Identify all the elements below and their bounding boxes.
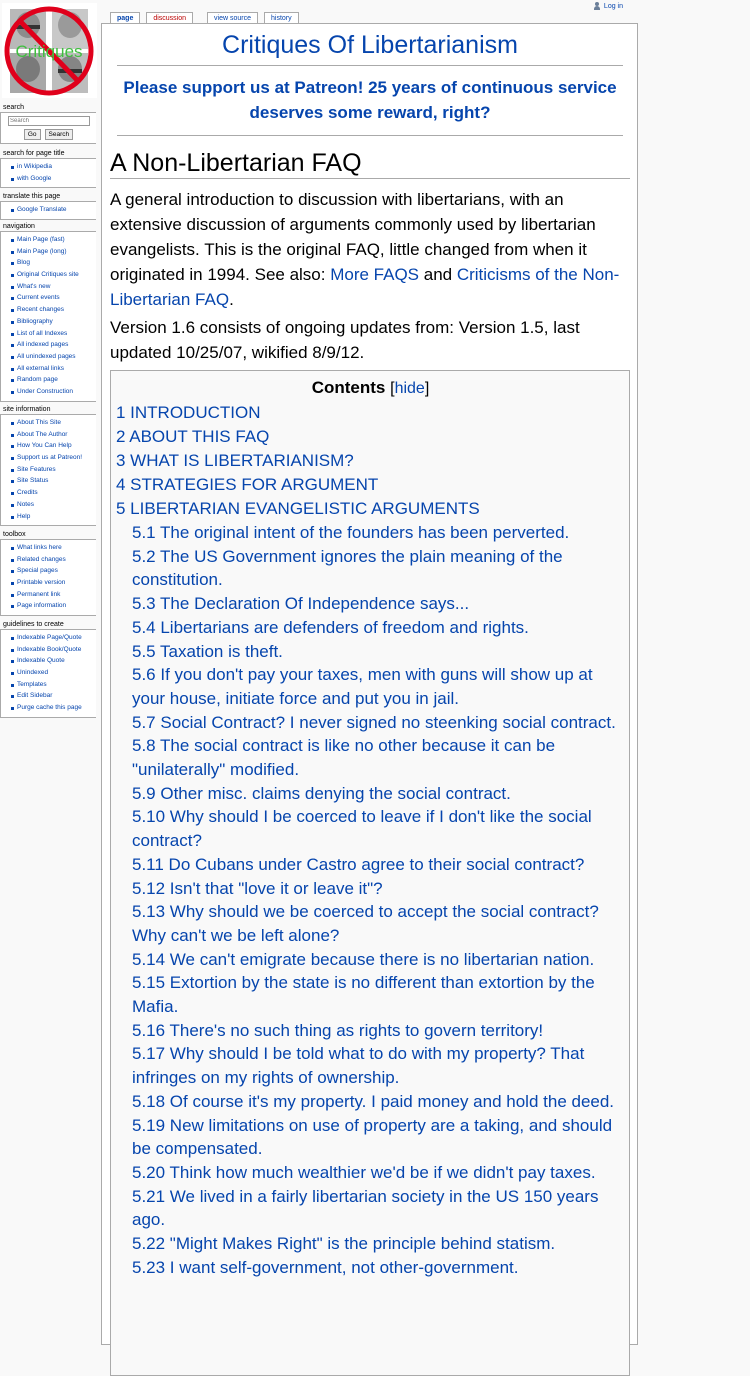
- sidebar-item[interactable]: [8, 339, 96, 351]
- toc-link[interactable]: 5.2 The US Government ignores the plain meaning of the constitution.: [132, 546, 563, 590]
- toc-link[interactable]: 5.4 Libertarians are defenders of freedom and rights.: [132, 617, 529, 637]
- toc-link[interactable]: 5.11 Do Cubans under Castro agree to their social contract?: [132, 854, 585, 874]
- sidebar-link[interactable]: Google Translate: [17, 206, 67, 213]
- toc-link[interactable]: 5.15 Extortion by the state is no different than extortion by the Mafia.: [132, 973, 595, 1017]
- toc-link[interactable]: 5.16 There's no such thing as rights to govern territory!: [132, 1020, 544, 1040]
- toc-bracket-close: ]: [424, 380, 430, 397]
- sidebar-item[interactable]: [8, 417, 96, 429]
- sidebar-item[interactable]: [8, 632, 96, 644]
- toc-title: Contents: [311, 378, 386, 397]
- toc-link[interactable]: 5.8 The social contract is like no other because it can be "unilaterally" modified.: [132, 736, 556, 780]
- sidebar-item[interactable]: [8, 655, 96, 667]
- sidebar-item[interactable]: [8, 679, 96, 691]
- toc-title-row: [116, 375, 625, 401]
- site-banner: [117, 26, 623, 136]
- sidebar-link[interactable]: All external links: [17, 364, 64, 372]
- login-link[interactable]: Log in: [603, 2, 623, 10]
- toc-link[interactable]: 5.3 The Declaration Of Independence says...: [132, 594, 470, 614]
- sidebar-item[interactable]: [8, 292, 96, 304]
- toc-link[interactable]: 5.6 If you don't pay your taxes, men with guns will show up at your house, initiate force and put you in jail.: [132, 665, 593, 708]
- sidebar-link[interactable]: Indexable Book/Quote: [17, 645, 82, 653]
- toc-item[interactable]: [116, 449, 625, 473]
- sidebar-link[interactable]: Templates: [17, 680, 47, 688]
- sidebar-link[interactable]: Site Features: [17, 465, 56, 473]
- portlet-title: navigation: [3, 223, 35, 230]
- toc-item[interactable]: [116, 948, 625, 972]
- more-faqs-link[interactable]: More FAQS: [330, 265, 420, 284]
- sidebar-item[interactable]: [8, 499, 96, 511]
- sidebar-item[interactable]: [8, 565, 96, 577]
- sidebar-item[interactable]: [8, 600, 96, 612]
- toc-bracket-open: [: [390, 380, 395, 397]
- toc-item[interactable]: [116, 1114, 625, 1161]
- search-input[interactable]: [8, 116, 90, 126]
- toc-item[interactable]: [116, 1042, 625, 1089]
- sidebar-item[interactable]: [8, 542, 96, 554]
- sidebar-item[interactable]: [8, 246, 96, 258]
- portlet-site-information: [0, 405, 96, 526]
- toc-link[interactable]: 5.21 We lived in a fairly libertarian society in the US 150 years ago.: [132, 1186, 599, 1230]
- sidebar-item[interactable]: [8, 452, 96, 464]
- go-button[interactable]: Go: [24, 129, 41, 140]
- sidebar-link[interactable]: Unindexed: [17, 669, 49, 677]
- tab-link[interactable]: page: [117, 15, 134, 22]
- toc-link[interactable]: 5.13 Why should we be coerced to accept the social contract? Why can't we be left alone?: [132, 902, 599, 945]
- toc-item[interactable]: [116, 877, 625, 901]
- toc-link[interactable]: 5.23 I want self-government, not other-government.: [132, 1257, 519, 1277]
- toc-item[interactable]: [116, 497, 625, 521]
- toc-item[interactable]: [116, 711, 625, 735]
- sidebar-item[interactable]: [8, 304, 96, 316]
- toc-item[interactable]: [116, 1256, 625, 1280]
- toc-item[interactable]: [116, 1232, 625, 1256]
- sidebar-link[interactable]: Edit Sidebar: [17, 692, 53, 700]
- toc-item[interactable]: [116, 545, 625, 592]
- toc-item[interactable]: [116, 401, 625, 425]
- toc-link[interactable]: 5.1 The original intent of the founders has been perverted.: [132, 523, 570, 542]
- sidebar-item[interactable]: [8, 690, 96, 702]
- sidebar-link[interactable]: Special pages: [17, 567, 58, 575]
- portlet-title: translate this page: [3, 193, 61, 200]
- content-area: [101, 23, 638, 1345]
- sidebar-item[interactable]: [8, 554, 96, 566]
- sidebar-item[interactable]: [8, 204, 96, 216]
- version-paragraph: Version 1.6 consists of ongoing updates from: Version 1.5, last updated 10/25/07, wikified 8/9/12.: [110, 318, 580, 362]
- tab-link[interactable]: discussion: [153, 15, 187, 22]
- table-of-contents: [110, 370, 630, 1376]
- sidebar-link[interactable]: Recent changes: [17, 306, 64, 314]
- toc-link[interactable]: 1 INTRODUCTION: [116, 403, 261, 423]
- toc-item[interactable]: [116, 1019, 625, 1043]
- intro-text: A general introduction to discussion with libertarians, with an extensive discussion of arguments commonly used by libertarian evangelists. This is the original FAQ, little changed from when it originated in 1994. See also:: [110, 190, 596, 284]
- sidebar-link[interactable]: Page information: [17, 602, 67, 610]
- toc-item[interactable]: [116, 971, 625, 1018]
- sidebar-link[interactable]: How You Can Help: [17, 442, 72, 450]
- toc-item[interactable]: [116, 640, 625, 664]
- sidebar-link[interactable]: Site Status: [17, 477, 49, 485]
- and-text: and: [419, 265, 457, 284]
- sidebar-item[interactable]: [8, 386, 96, 398]
- toc-link[interactable]: 5.10 Why should I be coerced to leave if I don't like the social contract?: [132, 807, 592, 851]
- search-portlet-title: search: [3, 104, 25, 111]
- sidebar-item[interactable]: [8, 257, 96, 269]
- toc-link[interactable]: 5.17 Why should I be told what to do with my property? That infringes on my rights of ownership.: [132, 1044, 585, 1088]
- patreon-link[interactable]: Please support us at Patreon! 25 years of continuous service deserves some reward, right?: [123, 78, 617, 122]
- portlet-title: search for page title: [3, 150, 65, 157]
- toc-item[interactable]: [116, 521, 625, 545]
- sidebar-link[interactable]: Notes: [17, 500, 34, 508]
- toc-link[interactable]: 5.14 We can't emigrate because there is no libertarian nation.: [132, 949, 595, 969]
- sidebar-item[interactable]: [8, 374, 96, 386]
- sidebar-item[interactable]: [8, 351, 96, 363]
- sidebar-link[interactable]: Main Page (fast): [17, 236, 65, 243]
- sidebar-item[interactable]: [8, 644, 96, 656]
- tab-discussion[interactable]: [146, 12, 193, 23]
- sidebar-link[interactable]: All unindexed pages: [17, 352, 76, 360]
- period-text: .: [229, 290, 234, 309]
- sidebar-item[interactable]: [8, 487, 96, 499]
- sidebar-item[interactable]: [8, 429, 96, 441]
- sidebar-link[interactable]: Indexable Page/Quote: [17, 634, 82, 641]
- toc-link[interactable]: 5.20 Think how much wealthier we'd be if we didn't pay taxes.: [132, 1162, 596, 1182]
- sidebar-link[interactable]: with Google: [17, 174, 52, 182]
- toc-item[interactable]: [116, 853, 625, 877]
- sidebar-item[interactable]: [8, 316, 96, 328]
- toc-item[interactable]: [116, 592, 625, 616]
- toc-item[interactable]: [116, 782, 625, 806]
- sidebar-link[interactable]: Support us at Patreon!: [17, 454, 83, 462]
- banner-divider: [117, 135, 623, 136]
- toc-link[interactable]: 5.9 Other misc. claims denying the social contract.: [132, 783, 511, 803]
- toc-link[interactable]: 3 WHAT IS LIBERTARIANISM?: [116, 451, 354, 471]
- sidebar-link[interactable]: What's new: [17, 282, 51, 290]
- toc-link[interactable]: 5 LIBERTARIAN EVANGELISTIC ARGUMENTS: [116, 499, 480, 519]
- logo-text: Critiques: [15, 42, 83, 61]
- portlet-title: guidelines to create: [3, 621, 64, 628]
- sidebar-link[interactable]: What links here: [17, 544, 62, 551]
- toc-link[interactable]: 2 ABOUT THIS FAQ: [116, 427, 270, 447]
- sidebar-link[interactable]: in Wikipedia: [17, 163, 53, 170]
- sidebar-item[interactable]: [8, 173, 96, 185]
- personal-tools: [593, 2, 623, 10]
- search-portlet: [0, 103, 96, 144]
- sidebar-item[interactable]: [8, 577, 96, 589]
- sidebar-link[interactable]: List of all Indexes: [17, 329, 68, 337]
- sidebar-item[interactable]: [8, 464, 96, 476]
- sidebar-item[interactable]: [8, 440, 96, 452]
- toc-link[interactable]: 5.12 Isn't that "love it or leave it"?: [132, 878, 383, 898]
- toc-link[interactable]: 5.19 New limitations on use of property are a taking, and should be compensated.: [132, 1115, 613, 1159]
- toc-hide-link[interactable]: hide: [394, 380, 425, 397]
- sidebar-item[interactable]: [8, 328, 96, 340]
- sidebar-link[interactable]: Random page: [17, 376, 58, 384]
- sidebar-link[interactable]: Help: [17, 512, 31, 520]
- logo-image: [2, 3, 97, 98]
- sidebar-link[interactable]: Purge cache this page: [17, 704, 82, 712]
- toc-link[interactable]: 5.5 Taxation is theft.: [132, 641, 283, 661]
- user-icon: [593, 2, 601, 10]
- sidebar-item[interactable]: [8, 161, 96, 173]
- search-button[interactable]: Search: [45, 129, 74, 140]
- site-logo[interactable]: [2, 3, 97, 98]
- sidebar-item[interactable]: [8, 363, 96, 375]
- intro-paragraph: [110, 187, 630, 312]
- tab-history[interactable]: [264, 12, 299, 23]
- site-title-link[interactable]: Critiques Of Libertarianism: [222, 31, 518, 59]
- toc-link[interactable]: 5.18 Of course it's my property. I paid money and hold the deed.: [132, 1091, 615, 1111]
- toc-item[interactable]: [116, 616, 625, 640]
- sidebar-item[interactable]: [8, 475, 96, 487]
- toc-list: [116, 401, 625, 1279]
- criticisms-faq-link[interactable]: Criticisms of the Non-Libertarian FAQ: [110, 265, 620, 309]
- toc-item[interactable]: [116, 1090, 625, 1114]
- sidebar-link[interactable]: Main Page (long): [17, 247, 67, 255]
- toc-item[interactable]: [116, 734, 625, 781]
- sidebar-link[interactable]: Permanent link: [17, 590, 61, 598]
- sidebar-link[interactable]: Blog: [17, 259, 31, 267]
- page-title: A Non-Libertarian FAQ: [110, 148, 630, 179]
- toc-link[interactable]: 4 STRATEGIES FOR ARGUMENT: [116, 475, 379, 495]
- page-tabs: [110, 12, 305, 23]
- portlet-navigation: [0, 222, 96, 402]
- portlet-title: toolbox: [3, 531, 26, 538]
- sidebar-item[interactable]: [8, 234, 96, 246]
- toc-link[interactable]: 5.22 "Might Makes Right" is the principle behind statism.: [132, 1234, 556, 1254]
- sidebar-link[interactable]: Current events: [17, 294, 60, 302]
- tab-link[interactable]: history: [271, 15, 292, 22]
- sidebar-item[interactable]: [8, 511, 96, 523]
- sidebar-link[interactable]: Original Critiques site: [17, 271, 79, 279]
- sidebar-link[interactable]: About The Author: [17, 430, 68, 438]
- sidebar-item[interactable]: [8, 667, 96, 679]
- toc-item[interactable]: [116, 1185, 625, 1232]
- toc-item[interactable]: [116, 473, 625, 497]
- toc-item[interactable]: [116, 425, 625, 449]
- portlet-toolbox: [0, 530, 96, 616]
- tab-view-source[interactable]: [207, 12, 258, 23]
- sidebar-link[interactable]: All indexed pages: [17, 341, 69, 349]
- portlet-title: site information: [3, 406, 51, 413]
- portlet-guidelines-to-create: [0, 620, 96, 718]
- sidebar-item[interactable]: [8, 269, 96, 281]
- sidebar-link[interactable]: Under Construction: [17, 387, 73, 395]
- sidebar-link[interactable]: About This Site: [17, 419, 61, 426]
- portlet-search-for-page-title: [0, 149, 96, 188]
- sidebar-link[interactable]: Credits: [17, 489, 38, 497]
- sidebar-item[interactable]: [8, 281, 96, 293]
- sidebar-item[interactable]: [8, 702, 96, 714]
- toc-link[interactable]: 5.7 Social Contract? I never signed no steenking social contract.: [132, 712, 616, 732]
- toc-item[interactable]: [116, 900, 625, 947]
- sidebar-link[interactable]: Related changes: [17, 555, 66, 563]
- portlet-translate-this-page: [0, 192, 96, 220]
- sidebar-link[interactable]: Printable version: [17, 579, 66, 587]
- tab-link[interactable]: view source: [214, 15, 251, 22]
- sidebar-item[interactable]: [8, 589, 96, 601]
- tab-page[interactable]: [110, 12, 140, 23]
- toc-item[interactable]: [116, 1161, 625, 1185]
- sidebar-link[interactable]: Bibliography: [17, 317, 53, 325]
- toc-item[interactable]: [116, 663, 625, 710]
- toc-item[interactable]: [116, 805, 625, 852]
- sidebar-link[interactable]: Indexable Quote: [17, 657, 65, 665]
